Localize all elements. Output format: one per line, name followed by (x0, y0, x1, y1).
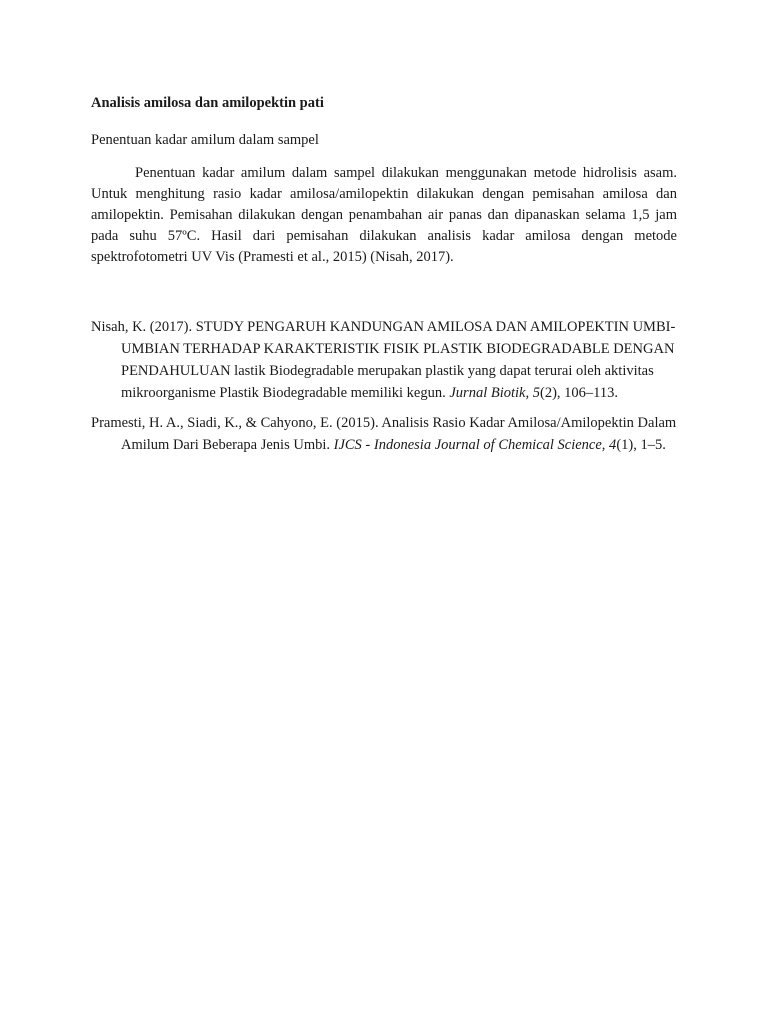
reference-item (91, 412, 677, 456)
reference-text: Pramesti, H. A., Siadi, K., & Cahyono, E. (2015). Analisis Rasio Kadar Amilosa/Amilopektin Dalam Amilum Dari Beberapa Jenis Umbi. (91, 415, 677, 453)
reference-journal: IJCS - Indonesia Journal of Chemical Science, 4 (333, 437, 617, 453)
section-subheading: Penentuan kadar amilum dalam sampel (91, 132, 319, 148)
reference-journal: Jurnal Biotik, 5 (449, 385, 540, 401)
page-title: Analisis amilosa dan amilopektin pati (91, 95, 324, 111)
document-content (91, 93, 677, 464)
reference-text: Nisah, K. (2017). STUDY PENGARUH KANDUNGAN AMILOSA DAN AMILOPEKTIN UMBI-UMBIAN TERHADAP KARAKTERISTIK FISIK PLASTIK BIODEGRADABLE DENGAN PENDAHULUAN lastik Biodegradable merupakan plastik yang dapat terurai oleh aktivitas mikroorganisme Plastik Biodegradable memiliki kegun. (91, 319, 676, 401)
reference-suffix: (1), 1–5. (616, 437, 666, 453)
body-paragraph: Penentuan kadar amilum dalam sampel dilakukan menggunakan metode hidrolisis asam. Untuk menghitung rasio kadar amilosa/amilopektin dilakukan dengan pemisahan amilosa dan amilopektin. Pemisahan dilakukan dengan penambahan air panas dan dipanaskan selama 1,5 jam pada suhu 57ºC. Hasil dari pemisahan dilakukan analisis kadar amilosa dengan metode spektrofotometri UV Vis (Pramesti et al., 2015) (Nisah, 2017). (91, 165, 677, 265)
reference-item (91, 316, 677, 404)
reference-list (91, 316, 677, 456)
reference-suffix: (2), 106–113. (539, 385, 618, 401)
